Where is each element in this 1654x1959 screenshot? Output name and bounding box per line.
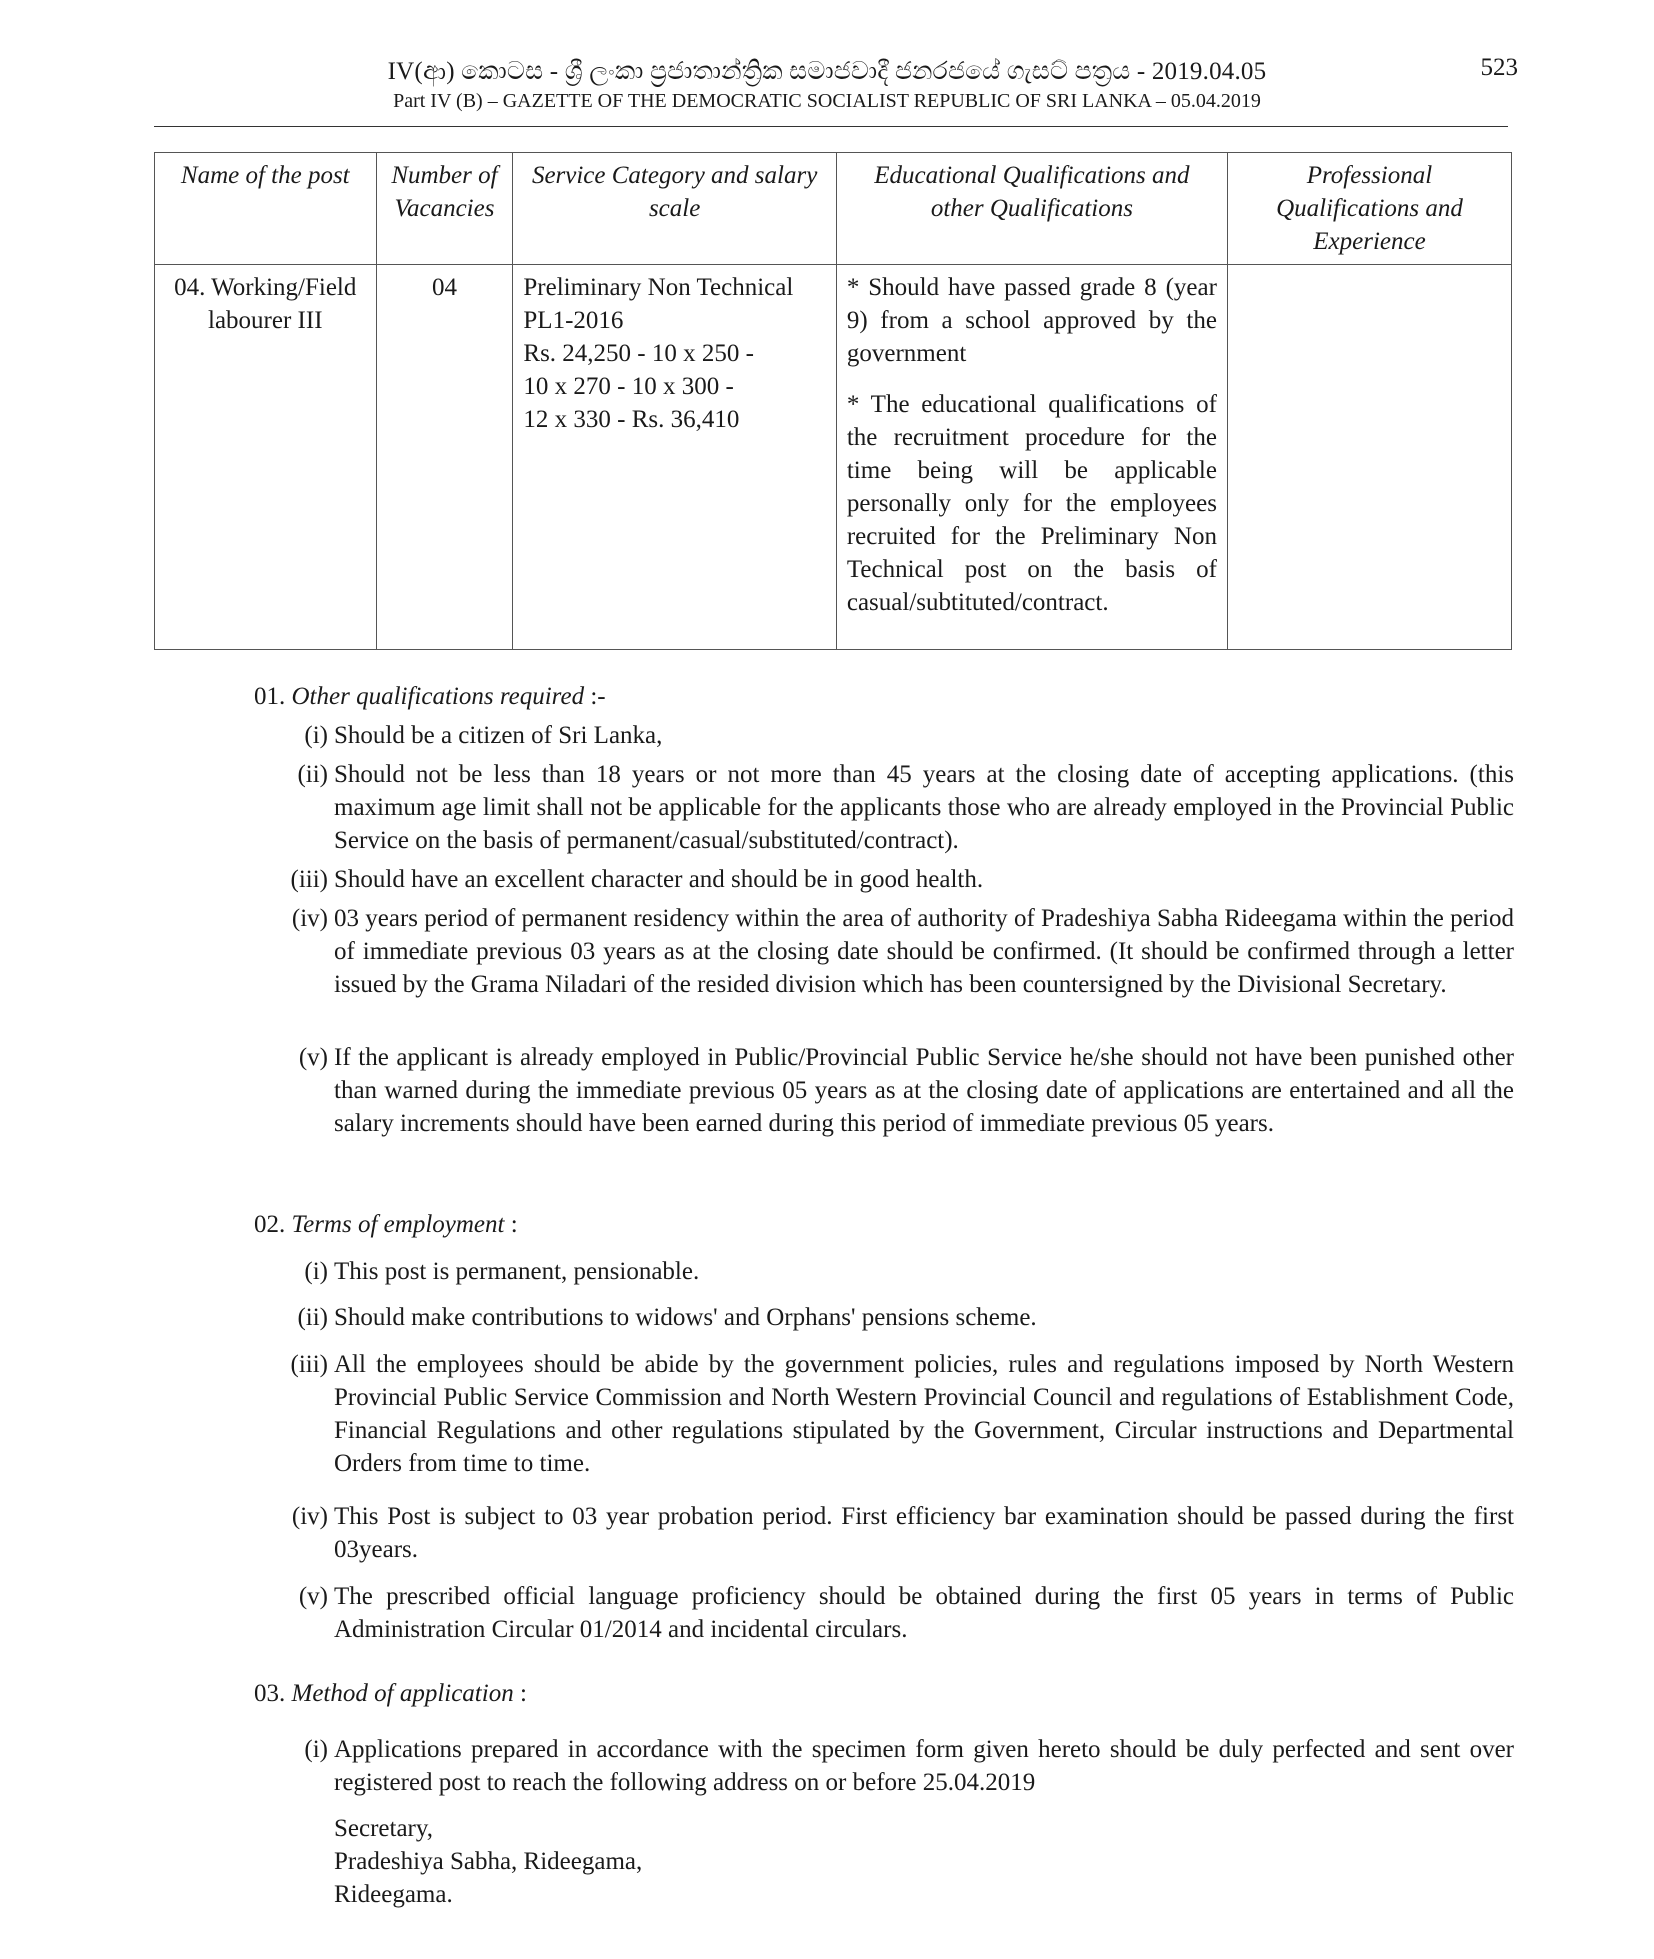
gazette-title-sinhala: IV(ආ) කොටස - ශ්‍රී ලංකා ප්‍රජාතාන්ත්‍රික සමාජවාදී ජනරජයේ ගැසට් පත්‍රය - 2019.04.05 (387, 58, 1267, 85)
address-line: Pradeshiya Sabha, Rideegama, (334, 1848, 643, 1875)
cell-professional (1227, 265, 1511, 650)
cell-vacancies: 04 (376, 265, 513, 650)
header-divider (154, 126, 1508, 127)
col-header-vacancies: Number of Vacancies (376, 153, 513, 265)
vacancy-table (154, 152, 1512, 650)
col-header-professional: Professional Qualifications and Experience (1227, 153, 1511, 265)
cell-educational (836, 265, 1227, 650)
section-heading-03: 03. Method of application : (254, 1680, 527, 1707)
edu-qualification-1: * Should have passed grade 8 (year 9) from a school approved by the government (846, 274, 1217, 367)
gazette-title-english: Part IV (B) – GAZETTE OF THE DEMOCRATIC SOCIALIST REPUBLIC OF SRI LANKA – 05.04.2019 (393, 90, 1261, 112)
col-header-educational: Educational Qualifications and other Qualifications (836, 153, 1227, 265)
col-header-service-category: Service Category and salary scale (513, 153, 836, 265)
address-line: Rideegama. (334, 1881, 453, 1908)
table-row (155, 265, 1512, 650)
col-header-post-name: Name of the post (155, 153, 377, 265)
cell-service-category: Preliminary Non Technical PL1-2016 Rs. 24,250 - 10 x 250 - 10 x 270 - 10 x 300 - 12 x 330 - Rs. 36,410 (513, 265, 836, 650)
edu-qualification-2: * The educational qualifications of the recruitment procedure for the time being will be applicable personally only for the employees recruited for the Preliminary Non Technical post on the basis of casual/subtituted/contract. (846, 391, 1217, 616)
page-number: 523 (1480, 54, 1518, 81)
section-heading-01: 01. Other qualifications required :- (254, 683, 606, 710)
address-line: Secretary, (334, 1815, 434, 1842)
section-heading-02: 02. Terms of employment : (254, 1211, 518, 1238)
mailing-address (334, 1812, 642, 1911)
cell-post-name: 04. Working/Field labourer III (155, 265, 377, 650)
table-header-row (155, 153, 1512, 265)
